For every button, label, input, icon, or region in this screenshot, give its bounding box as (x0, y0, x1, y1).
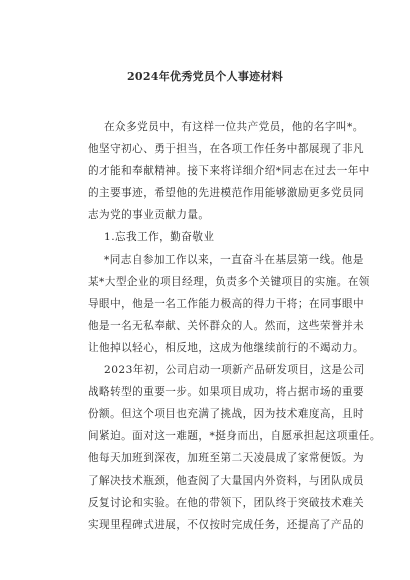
paragraph-line: 战略转型的重要一步。如果项目成功，将占据市场的重要 (88, 386, 365, 399)
paragraph-line: 导眼中，他是一名工作能力极高的得力干将；在同事眼中 (88, 297, 365, 310)
paragraph-line: 他是一名无私奉献、关怀群众的人。然而，这些荣誉并未 (88, 319, 365, 332)
paragraph-line: 实现里程碑式进展，不仅按时完成任务，还提高了产品的 (88, 518, 365, 531)
paragraph-line: *同志自参加工作以来，一直奋斗在基层第一线。他是 (104, 253, 364, 266)
paragraph-line: 间紧迫。面对这一难题，*挺身而出，自愿承担起这项重任。 (88, 430, 381, 443)
document-body (88, 116, 381, 536)
paragraph-line: 份额。但这个项目也充满了挑战，因为技术难度高，且时 (88, 408, 365, 421)
paragraph-line: 在众多党员中，有这样一位共产党员，他的名字叫*。 (104, 121, 364, 133)
paragraph-line: 2023年初，公司启动一项新产品研发项目，这是公司 (104, 364, 365, 377)
paragraph-line: 的主要事迹，希望他的先进模范作用能够激励更多党员同 (88, 187, 365, 200)
paragraph-line: 某*大型企业的项目经理，负责多个关键项目的实施。在领 (88, 275, 370, 288)
section-heading: 1.忘我工作，勤奋敬业 (104, 231, 215, 244)
paragraph-line: 让他掉以轻心，相反地，这成为他继续前行的不竭动力。 (88, 341, 365, 354)
paragraph-line: 反复讨论和实验。在他的带领下，团队终于突破技术难关 (88, 496, 365, 509)
paragraph-line: 的才能和奉献精神。接下来将详细介绍*同志在过去一年中 (88, 165, 370, 178)
paragraph-line: 志为党的事业贡献力量。 (88, 209, 210, 222)
document-title: 2024年优秀党员个人事迹材料 (126, 70, 284, 83)
paragraph-line: 他每天加班到深夜，加班至第二天凌晨成了家常便饭。为 (88, 452, 365, 465)
paragraph-line: 他坚守初心、勇于担当，在各项工作任务中都展现了非凡 (88, 143, 365, 156)
paragraph-line: 了解决技术瓶颈，他查阅了大量国内外资料，与团队成员 (88, 474, 365, 487)
